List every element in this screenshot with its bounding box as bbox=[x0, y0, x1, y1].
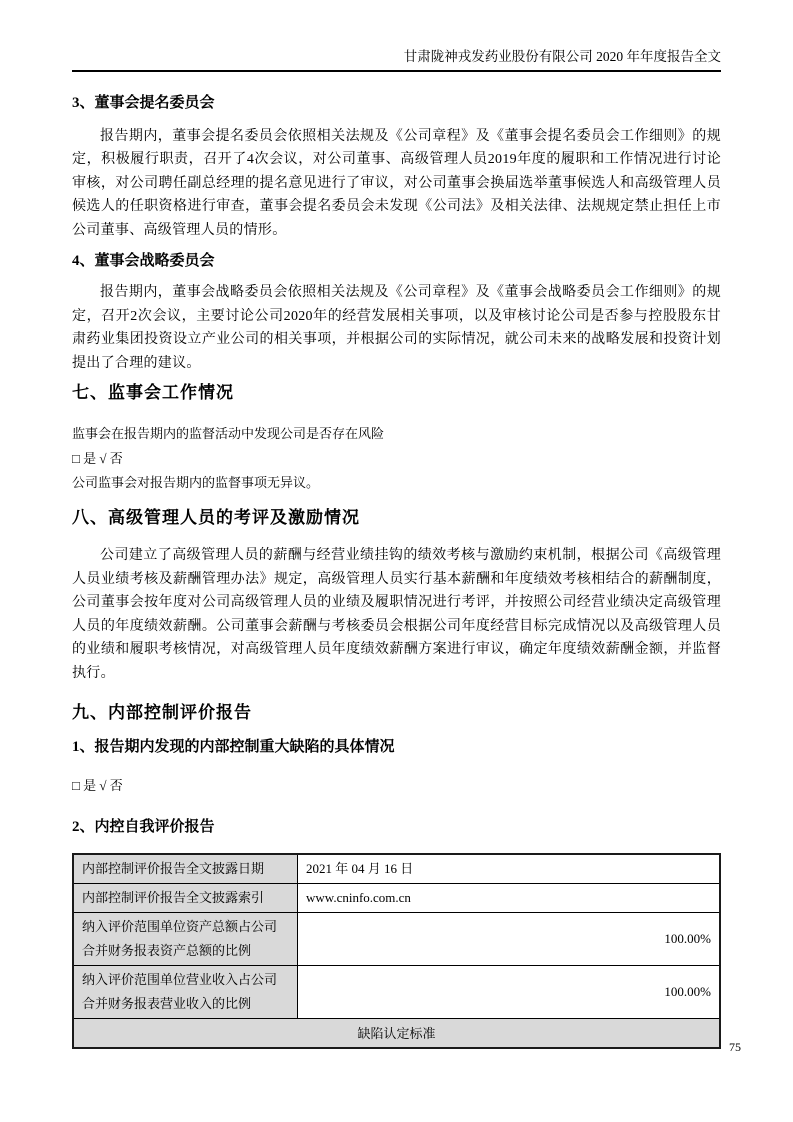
subsection-heading-material-defects: 1、报告期内发现的内部控制重大缺陷的具体情况 bbox=[72, 739, 395, 756]
table-row-defect-criteria bbox=[73, 1019, 720, 1049]
table-cell-label-revenue-ratio: 纳入评价范围单位营业收入占公司合并财务报表营业收入的比例 bbox=[73, 966, 298, 1019]
page-number: 75 bbox=[729, 1040, 741, 1054]
table-cell-value-revenue-ratio: 100.00% bbox=[298, 966, 721, 1019]
section-heading-executive-appraisal: 八、高级管理人员的考评及激励情况 bbox=[72, 508, 360, 528]
internal-control-table bbox=[72, 853, 721, 1049]
table-cell-value-asset-ratio: 100.00% bbox=[298, 913, 721, 966]
table-cell-defect-criteria-header: 缺陷认定标准 bbox=[73, 1019, 720, 1049]
paragraph-executive-appraisal: 公司建立了高级管理人员的薪酬与经营业绩挂钩的绩效考核与激励约束机制，根据公司《高级管理人员业绩考核及薪酬管理办法》规定，高级管理人员实行基本薪酬和年度绩效考核相结合的薪酬制度，公司董事会按年度对公司高级管理人员的业绩及履职情况进行考评，并按照公司经营业绩决定高级管理人员的年度绩效薪酬。公司董事会薪酬与考核委员会根据公司年度经营目标完成情况以及高级管理人员的业绩和履职考核情况，对高级管理人员年度绩效薪酬方案进行审议，确定年度绩效薪酬金额，并监督执行。 bbox=[72, 548, 721, 681]
table-row bbox=[73, 913, 720, 966]
table-row bbox=[73, 884, 720, 913]
table-row bbox=[73, 854, 720, 884]
checkbox-line-yes-no-defects: □ 是 √ 否 bbox=[72, 778, 123, 794]
table-cell-value-disclosure-date: 2021 年 04 月 16 日 bbox=[298, 854, 721, 884]
table-cell-label-asset-ratio: 纳入评价范围单位资产总额占公司合并财务报表资产总额的比例 bbox=[73, 913, 298, 966]
table-cell-value-disclosure-index: www.cninfo.com.cn bbox=[298, 884, 721, 913]
section-heading-supervisory-board: 七、监事会工作情况 bbox=[72, 383, 234, 403]
table-cell-label-disclosure-index: 内部控制评价报告全文披露索引 bbox=[73, 884, 298, 913]
paragraph-strategy-committee: 报告期内，董事会战略委员会依照相关法规及《公司章程》及《董事会战略委员会工作细则》的规定，召开2次会议，主要讨论公司2020年的经营发展相关事项，以及审核讨论公司是否参与控股股东甘肃药业集团投资设立产业公司的相关事项，并根据公司的实际情况，就公司未来的战略发展和投资计划提出了合理的建议。 bbox=[72, 285, 721, 371]
table-cell-label-disclosure-date: 内部控制评价报告全文披露日期 bbox=[73, 854, 298, 884]
table-row bbox=[73, 966, 720, 1019]
paragraph-nomination-committee: 报告期内，董事会提名委员会依照相关法规及《公司章程》及《董事会提名委员会工作细则》的规定，积极履行职责，召开了4次会议，对公司董事、高级管理人员2019年度的履职和工作情况进行讨论审核，对公司聘任副总经理的提名意见进行了审议，对公司董事会换届选举董事候选人和高级管理人员候选人的任职资格进行审查，董事会提名委员会未发现《公司法》及相关法律、法规规定禁止担任上市公司董事、高级管理人员的情形。 bbox=[72, 128, 721, 238]
checkbox-line-yes-no-supervisory: □ 是 √ 否 bbox=[72, 451, 123, 467]
page-header-title: 甘肃陇神戎发药业股份有限公司 2020 年年度报告全文 bbox=[72, 0, 721, 72]
section-heading-internal-control-report: 九、内部控制评价报告 bbox=[72, 703, 252, 723]
subsection-heading-self-evaluation-report: 2、内控自我评价报告 bbox=[72, 819, 215, 836]
subsection-heading-nomination-committee: 3、董事会提名委员会 bbox=[72, 94, 215, 111]
supervisory-no-objection-statement: 公司监事会对报告期内的监督事项无异议。 bbox=[72, 475, 320, 491]
supervisory-risk-question: 监事会在报告期内的监督活动中发现公司是否存在风险 bbox=[72, 426, 385, 442]
subsection-heading-strategy-committee: 4、董事会战略委员会 bbox=[72, 253, 215, 270]
